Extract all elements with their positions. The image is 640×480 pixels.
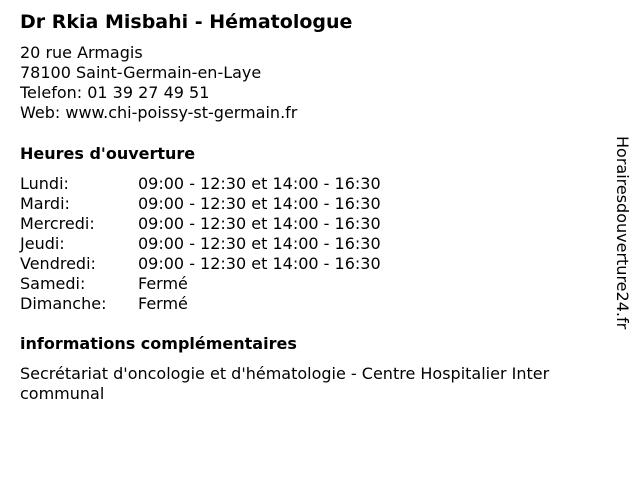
day-label: Jeudi: [20, 234, 65, 253]
site-watermark: Horairesdouverture24.fr [613, 136, 632, 330]
hours-row-saturday [20, 274, 381, 294]
day-hours: 09:00 - 12:30 et 14:00 - 16:30 [138, 254, 381, 273]
day-hours: 09:00 - 12:30 et 14:00 - 16:30 [138, 194, 381, 213]
day-label: Mardi: [20, 194, 70, 213]
address-city: 78100 Saint-Germain-en-Laye [20, 63, 262, 82]
hours-row-wednesday [20, 214, 381, 234]
day-label: Mercredi: [20, 214, 95, 233]
info-text: Secrétariat d'oncologie et d'hématologie - Centre Hospitalier Intercommunal [20, 364, 550, 403]
hours-row-tuesday [20, 194, 381, 214]
hours-row-friday [20, 254, 381, 274]
opening-hours-list [20, 174, 381, 314]
phone-number: Telefon: 01 39 27 49 51 [20, 83, 210, 102]
day-hours: 09:00 - 12:30 et 14:00 - 16:30 [138, 214, 381, 233]
day-label: Dimanche: [20, 294, 107, 313]
day-label: Lundi: [20, 174, 69, 193]
hours-row-sunday [20, 294, 381, 314]
hours-row-thursday [20, 234, 381, 254]
address-street: 20 rue Armagis [20, 43, 143, 62]
day-hours: 09:00 - 12:30 et 14:00 - 16:30 [138, 234, 381, 253]
hours-heading: Heures d'ouverture [20, 144, 196, 163]
day-hours: Fermé [138, 294, 188, 313]
day-hours: 09:00 - 12:30 et 14:00 - 16:30 [138, 174, 381, 193]
day-label: Vendredi: [20, 254, 96, 273]
day-hours: Fermé [138, 274, 188, 293]
info-heading: informations complémentaires [20, 334, 297, 353]
day-label: Samedi: [20, 274, 86, 293]
contact-block [20, 43, 297, 123]
hours-row-monday [20, 174, 381, 194]
website: Web: www.chi-poissy-st-germain.fr [20, 103, 298, 122]
page-title: Dr Rkia Misbahi - Hématologue [20, 11, 353, 33]
